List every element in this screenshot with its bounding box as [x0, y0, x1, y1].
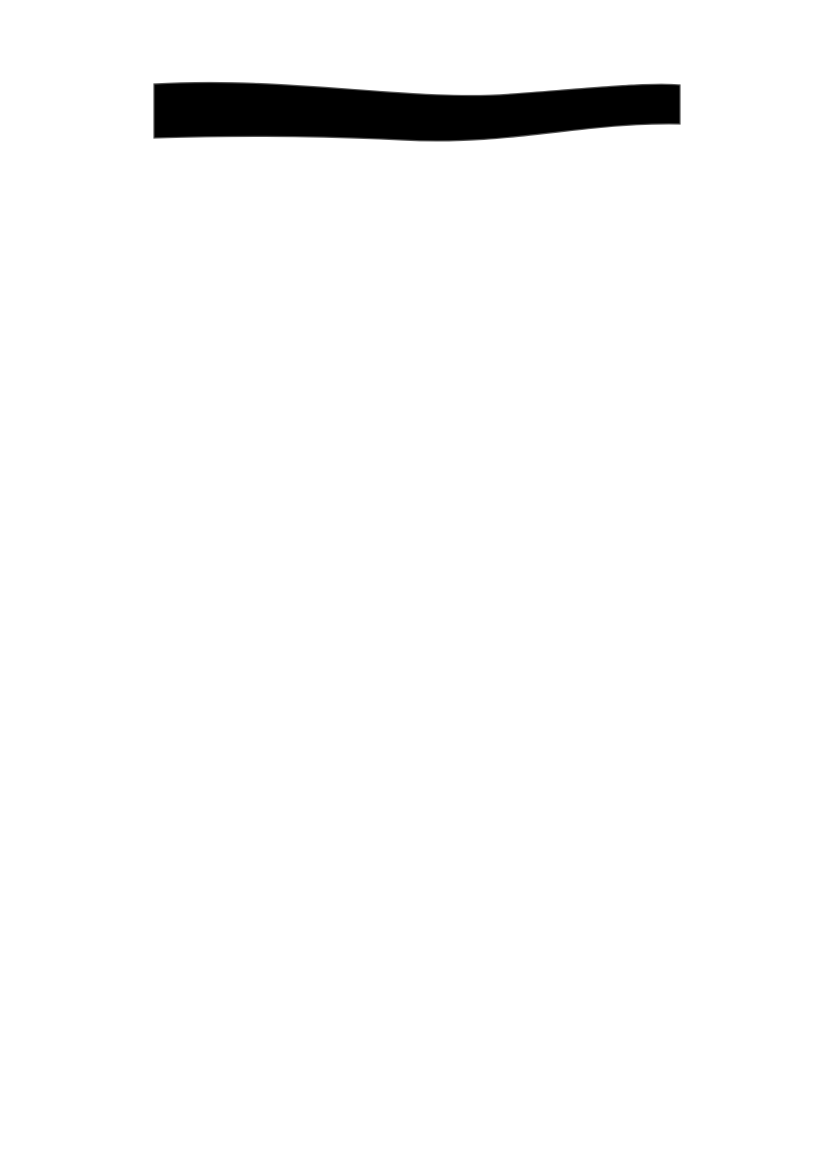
title-banner — [152, 80, 684, 144]
